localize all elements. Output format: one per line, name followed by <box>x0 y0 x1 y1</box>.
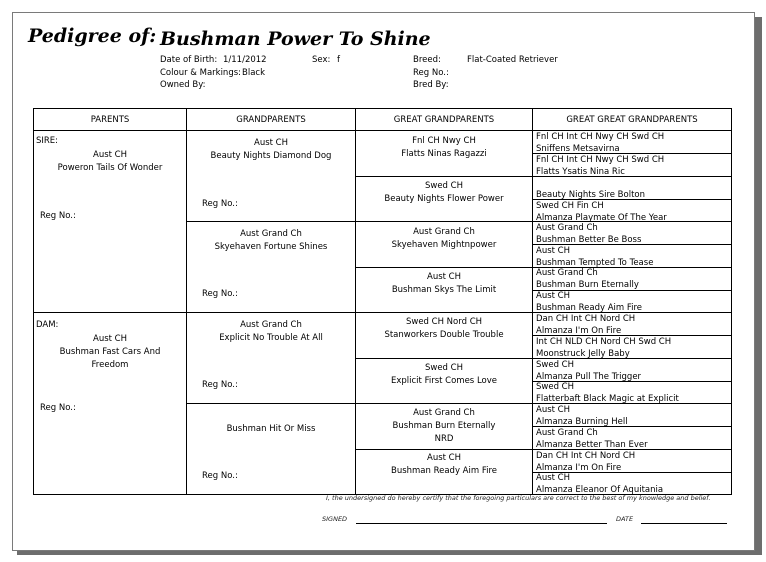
breed-value: Flat-Coated Retriever <box>467 55 558 65</box>
gp-2-reg-no: Reg No.: <box>202 289 238 299</box>
col-divider-3 <box>532 108 533 495</box>
gggp-15-name: Almanza I'm On Fire <box>536 463 622 473</box>
ggp-6-title: Swed CH <box>424 363 463 373</box>
gggp-2-name: Flatts Ysatis Nina Ric <box>536 167 625 177</box>
gggp-9-name: Almanza I'm On Fire <box>536 326 622 336</box>
ggp-7-name: Bushman Burn Eternally <box>392 421 496 431</box>
gggp-7-title: Aust Grand Ch <box>536 268 598 278</box>
header-row-border <box>33 130 732 131</box>
dam-reg-no: Reg No.: <box>40 403 76 413</box>
gggp-9-title: Dan CH Int CH Nord CH <box>536 314 636 324</box>
gggp-2-title: Fnl CH Int CH Nwy CH Swd CH <box>536 155 665 165</box>
table-right-border <box>731 108 732 495</box>
gggp-6-name: Bushman Tempted To Tease <box>536 258 654 268</box>
ggp-8-title: Aust CH <box>427 453 461 463</box>
col-header-great-great-grandparents: GREAT GREAT GRANDPARENTS <box>566 115 698 125</box>
sire-title: Aust CH <box>93 150 127 160</box>
sire-label: SIRE: <box>36 136 59 146</box>
gggp-6-title: Aust CH <box>536 246 570 256</box>
gggp-13-title: Aust CH <box>536 405 570 415</box>
reg-no-label: Reg No.: <box>413 68 449 78</box>
gp-4-reg-no: Reg No.: <box>202 471 238 481</box>
owned-by-label: Owned By: <box>160 80 206 90</box>
dog-name: Bushman Power To Shine <box>160 28 431 50</box>
gp-1-name: Beauty Nights Diamond Dog <box>210 151 332 161</box>
gggp-8-title: Aust CH <box>536 291 570 301</box>
ggp-7-extra: NRD <box>434 434 454 444</box>
dob-value: 1/11/2012 <box>223 55 267 65</box>
colour-label: Colour & Markings: <box>160 68 242 78</box>
col-header-parents: PARENTS <box>90 115 130 125</box>
ggp-1-title: Fnl CH Nwy CH <box>412 136 476 146</box>
gggp-16-name: Almanza Eleanor Of Aquitania <box>536 485 664 495</box>
gggp-1-name: Sniffens Metsavirna <box>536 144 620 154</box>
colour-value: Black <box>242 68 265 78</box>
certification-text: I, the undersigned do hereby certify that the foregoing particulars are correct to the best of my knowledge and belief. <box>326 494 711 502</box>
dam-title: Aust CH <box>93 334 127 344</box>
gggp-15-title: Dan CH Int CH Nord CH <box>536 451 636 461</box>
gggp-8-name: Bushman Ready Aim Fire <box>536 303 643 313</box>
ggp-3-title: Aust Grand Ch <box>413 227 475 237</box>
gp-3-title: Aust Grand Ch <box>240 320 302 330</box>
gggp-12-title: Swed CH <box>536 382 575 392</box>
gp-3-reg-no: Reg No.: <box>202 380 238 390</box>
ggp-5-title: Swed CH Nord CH <box>405 317 483 327</box>
ggp-6-name: Explicit First Comes Love <box>390 376 497 386</box>
signature-line <box>356 523 607 524</box>
col-header-grandparents: GRANDPARENTS <box>236 115 306 125</box>
col-divider-1 <box>186 108 187 495</box>
gggp-12-name: Flatterbaft Black Magic at Explicit <box>536 394 679 404</box>
gggp-14-name: Almanza Better Than Ever <box>536 440 648 450</box>
gggp-14-title: Aust Grand Ch <box>536 428 598 438</box>
gggp-5-name: Bushman Better Be Boss <box>536 235 642 245</box>
ggp-8-name: Bushman Ready Aim Fire <box>390 466 498 476</box>
dam-name-line2: Freedom <box>91 360 129 370</box>
ggp-2-title: Swed CH <box>424 181 463 191</box>
ggp-4-title: Aust CH <box>427 272 461 282</box>
gggp-11-name: Almanza Pull The Trigger <box>536 372 642 382</box>
gggp-10-name: Moonstruck Jelly Baby <box>536 349 630 359</box>
sire-name: Poweron Tails Of Wonder <box>57 163 163 173</box>
dam-label: DAM: <box>36 320 59 330</box>
gp-1-reg-no: Reg No.: <box>202 199 238 209</box>
gp-2-title: Aust Grand Ch <box>240 229 302 239</box>
table-top-border <box>33 108 732 109</box>
sire-reg-no: Reg No.: <box>40 211 76 221</box>
col-header-great-grandparents: GREAT GRANDPARENTS <box>393 115 495 125</box>
gggp-1-title: Fnl CH Int CH Nwy CH Swd CH <box>536 132 665 142</box>
gggp-4-title: Swed CH Fin CH <box>536 201 604 211</box>
gp-1-title: Aust CH <box>254 138 288 148</box>
gggp-4-name: Almanza Playmate Of The Year <box>536 213 667 223</box>
sex-label: Sex: <box>312 55 331 65</box>
gggp-11-title: Swed CH <box>536 360 575 370</box>
ggp-2-name: Beauty Nights Flower Power <box>384 194 504 204</box>
date-line <box>641 523 727 524</box>
sex-value: f <box>337 55 340 65</box>
ggp-4-name: Bushman Skys The Limit <box>391 285 497 295</box>
ggp-7-title: Aust Grand Ch <box>413 408 475 418</box>
dam-name-line1: Bushman Fast Cars And <box>59 347 161 357</box>
gp-3-name: Explicit No Trouble At All <box>219 333 323 343</box>
gp-2-name: Skyehaven Fortune Shines <box>214 242 328 252</box>
gggp-5-title: Aust Grand Ch <box>536 223 598 233</box>
breed-label: Breed: <box>413 55 441 65</box>
gggp-10-title: Int CH NLD CH Nord CH Swd CH <box>536 337 672 347</box>
pedigree-label: Pedigree of: <box>28 25 157 47</box>
bred-by-label: Bred By: <box>413 80 449 90</box>
gggp-7-name: Bushman Burn Eternally <box>536 280 639 290</box>
gp-4-name: Bushman Hit Or Miss <box>226 424 316 434</box>
ggp-3-name: Skyehaven Mightnpower <box>391 240 497 250</box>
dob-label: Date of Birth: <box>160 55 218 65</box>
gggp-16-title: Aust CH <box>536 473 570 483</box>
gggp-3-name: Beauty Nights Sire Bolton <box>536 190 645 200</box>
signed-label: SIGNED <box>322 515 348 523</box>
ggp-1-name: Flatts Ninas Ragazzi <box>401 149 487 159</box>
date-label: DATE <box>616 515 634 523</box>
gggp-13-name: Almanza Burning Hell <box>536 417 628 427</box>
ggp-5-name: Stanworkers Double Trouble <box>384 330 504 340</box>
